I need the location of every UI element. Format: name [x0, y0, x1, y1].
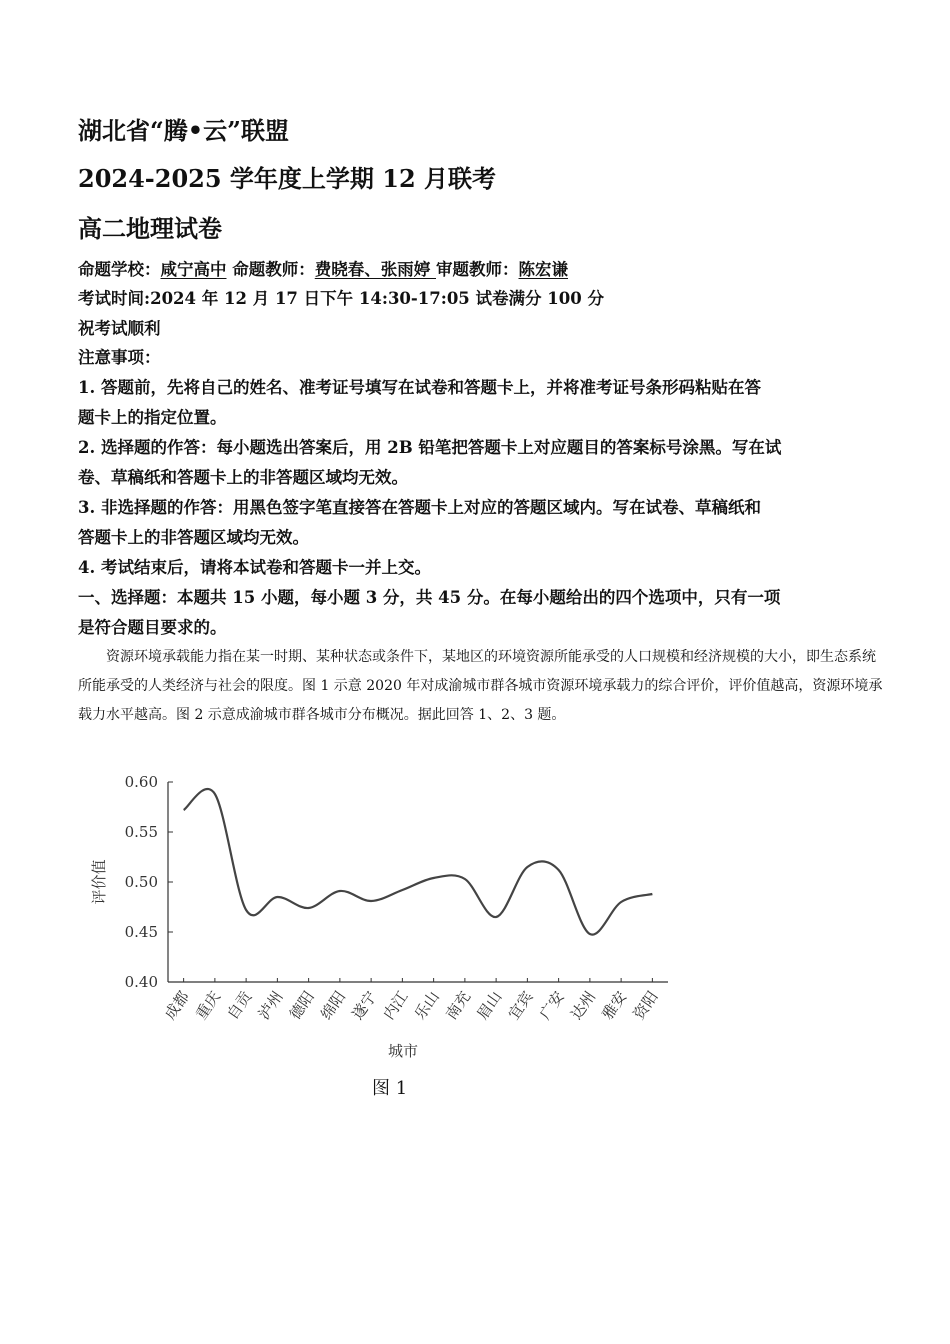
y-tick-label: 0.40: [124, 973, 158, 991]
note-line: 2. 选择题的作答：每小题选出答案后，用 2B 铅笔把答题卡上对应题目的答案标号涂黑。写在试: [78, 438, 782, 457]
alliance-title: 湖北省“腾•云”联盟: [78, 116, 289, 145]
x-tick-label: 重庆: [192, 987, 225, 1023]
note-line: 3. 非选择题的作答：用黑色签字笔直接答在答题卡上对应的答题区域内。写在试卷、草稿纸和: [78, 498, 761, 517]
note-line: 题卡上的指定位置。: [78, 408, 227, 427]
y-tick-label: 0.50: [124, 873, 158, 891]
section-heading-cont: 是符合题目要求的。: [78, 618, 227, 637]
y-tick-label: 0.55: [124, 823, 158, 841]
teacher-label: 命题教师：: [226, 260, 315, 279]
author-line: [78, 259, 568, 281]
x-tick-label: 宜宾: [504, 987, 537, 1023]
x-tick-label: 德阳: [285, 987, 318, 1023]
y-tick-label: 0.45: [124, 923, 158, 941]
question-passage: 资源环境承载能力指在某一时期、某种状态或条件下，某地区的环境资源所能承受的人口规模和经济规模的大小，即生态系统所能承受的人类经济与社会的限度。图 1 示意 2020 年对成渝城市群各城市资源环境承载力的综合评价，评价值越高，资源环境承载力水平越高。图 2 示意成渝城市群各城市分布概况。据此回答 1、2、3 题。: [78, 649, 883, 723]
x-tick-label: 广安: [535, 987, 568, 1023]
x-tick-label: 自贡: [223, 987, 256, 1023]
exam-term-title: 2024-2025 学年度上学期 12 月联考: [78, 164, 497, 193]
x-tick-label: 遂宁: [348, 987, 381, 1023]
x-tick-label: 达州: [567, 987, 600, 1023]
note-line: 答题卡上的非答题区域均无效。: [78, 528, 309, 547]
reviewer-label: 审题教师：: [436, 260, 519, 279]
teacher-names: 费晓春、张雨婷: [314, 260, 436, 279]
x-tick-label: 乐山: [410, 987, 443, 1023]
section-heading: 一、选择题：本题共 15 小题，每小题 3 分，共 45 分。在每小题给出的四个选项中，只有一项: [78, 588, 781, 607]
series-line: [184, 789, 653, 935]
school-name: 咸宁高中: [160, 260, 227, 279]
school-label: 命题学校：: [78, 260, 161, 279]
exam-subject-title: 高二地理试卷: [78, 214, 222, 243]
note-line: 卷、草稿纸和答题卡上的非答题区域均无效。: [78, 468, 408, 487]
x-tick-label: 泸州: [254, 987, 287, 1023]
x-tick-label: 雅安: [598, 987, 631, 1023]
exam-wish: 祝考试顺利: [78, 319, 161, 338]
note-line: 1. 答题前，先将自己的姓名、准考证号填写在试卷和答题卡上，并将准考证号条形码粘贴在答: [78, 378, 761, 397]
notes-title: 注意事项：: [78, 348, 161, 367]
x-tick-label: 南充: [442, 987, 475, 1023]
x-tick-label: 眉山: [473, 987, 506, 1023]
evaluation-line-chart: [78, 762, 688, 1072]
x-tick-label: 资阳: [629, 987, 662, 1023]
reviewer-name: 陈宏谦: [518, 260, 568, 279]
x-axis-label: 城市: [387, 1042, 419, 1060]
y-axis-label: 评价值: [90, 859, 108, 905]
note-line: 4. 考试结束后，请将本试卷和答题卡一并上交。: [78, 558, 431, 577]
figure-caption: 图 1: [372, 1078, 408, 1099]
x-tick-label: 绵阳: [317, 987, 350, 1023]
x-tick-label: 内江: [379, 987, 412, 1023]
x-tick-label: 成都: [160, 987, 193, 1023]
y-tick-label: 0.60: [124, 773, 158, 791]
exam-time: 考试时间:2024 年 12 月 17 日下午 14:30-17:05 试卷满分 100 分: [78, 289, 604, 308]
